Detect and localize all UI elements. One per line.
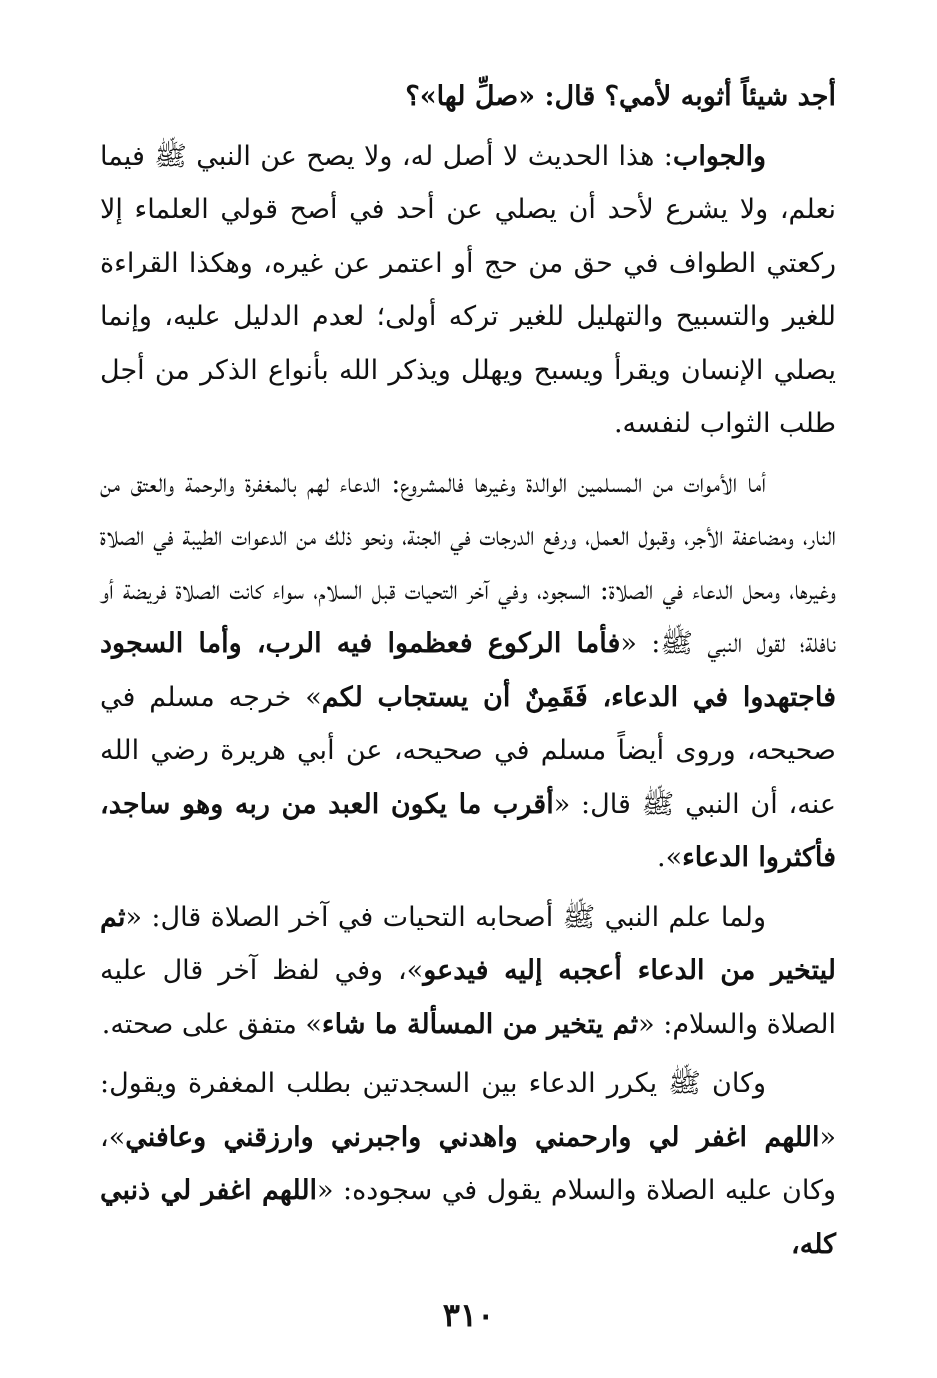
dua-between-sajdatayn: اللهم اغفر لي وارحمني واهدني واجبرني وارزقني وعافني <box>125 1121 820 1153</box>
para3-text-2: »، وفي لفظ آخر قال عليه الصلاة والسلام: « <box>100 955 836 1040</box>
para2-text-1: أما الأموات من المسلمين الوالدة وغيرها فالمشروع: الدعاء لهم بالمغفرة والرحمة والعتق من النار، ومضاعفة الأجر، وقبول العمل، ورفع الدرجات في الجنة، ونحو ذلك من الدعوات الطيبة في الصلاة وغيرها، ومحل الدعاء في الصلاة: السجود، وفي آخر التحيات قبل السلام، سواء كانت الصلاة فريضة أو نافلة؛ لقول النبي ﷺ: « <box>100 467 836 659</box>
hadith-masalah: ثم يتخير من المسألة ما شاء <box>321 1008 639 1040</box>
para4-text-2: »، وكان عليه الصلاة والسلام يقول في سجوده: « <box>100 1121 836 1206</box>
para3-text-3: » متفق على صحته. <box>101 1008 322 1040</box>
para2-text-2: » خرجه مسلم في صحيحه، وروى أيضاً مسلم في صحيحه، عن أبي هريرة رضي الله عنه، أن النبي ﷺ قال: « <box>100 681 837 820</box>
para2-text-3: ». <box>656 842 683 873</box>
para3-text-1: ولما علم النبي ﷺ أصحابه التحيات في آخر الصلاة قال: « <box>125 901 766 933</box>
question-text: أجد شيئاً أثوبه لأمي؟ قال: «صلِّ لها»؟ <box>405 81 836 112</box>
hadith-ruku-sujud: فأما الركوع فعظموا فيه الرب، وأما السجود فاجتهدوا في الدعاء، فَقَمِنٌ أن يستجاب لكم <box>100 628 836 713</box>
answer-paragraph <box>100 130 836 451</box>
tashahhud-paragraph <box>100 891 836 1052</box>
dua-in-sujud: اللهم اغفر لي ذنبي كله، <box>100 1175 836 1260</box>
sajdatayn-paragraph <box>100 1057 836 1271</box>
hadith-yatakhayyar: ثم ليتخير من الدعاء أعجبه إليه فيدعو <box>100 901 836 986</box>
page-number: ٣١٠ <box>442 1296 495 1334</box>
hadith-aqrab: أقرب ما يكون العبد من ربه وهو ساجد، فأكثروا الدعاء <box>100 788 836 873</box>
page-body <box>100 70 836 1271</box>
answer-label: والجواب <box>672 140 766 172</box>
answer-text: : هذا الحديث لا أصل له، ولا يصح عن النبي ﷺ فيما نعلم، ولا يشرع لأحد أن يصلي عن أحد في أصح قولي العلماء إلا ركعتي الطواف في حق من حج أو اعتمر عن غيره، وهكذا القراءة للغير والتسبيح والتهليل للغير تركه أولى؛ لعدم الدليل عليه، وإنما يصلي الإنسان ويقرأ ويسبح ويهلل ويذكر الله بأنواع الذكر من أجل طلب الثواب لنفسه. <box>100 140 836 439</box>
question-continuation <box>100 70 836 124</box>
deceased-dua-paragraph <box>100 457 836 885</box>
para4-text-1: وكان ﷺ يكرر الدعاء بين السجدتين بطلب المغفرة ويقول: « <box>100 1068 836 1153</box>
